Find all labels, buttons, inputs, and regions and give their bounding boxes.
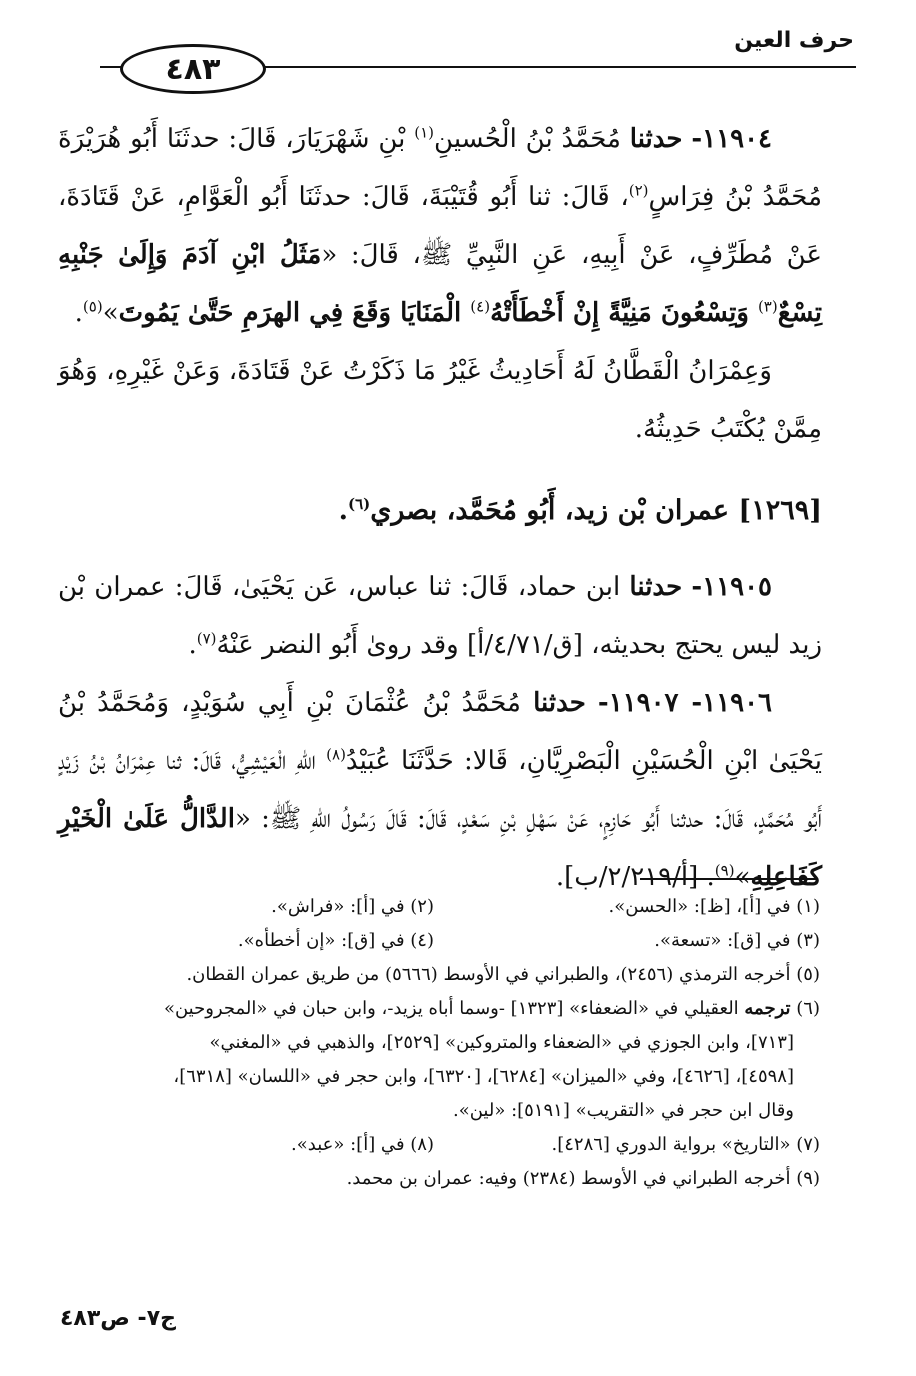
hadith-paragraph-11906-11907 <box>58 674 822 906</box>
footnote-keyword: ترجمه <box>744 998 791 1019</box>
text-span: . <box>74 298 83 328</box>
text-span: » <box>102 298 119 328</box>
hadith-text: وَتِسْعُونَ مَنِيَّةً إِنْ أَخْطَأَتْهُ <box>490 298 758 328</box>
footnote-9: (٩) أخرجه الطبراني في الأوسط (٢٣٨٤) وفيه: عمران بن محمد. <box>346 1168 820 1189</box>
footnote-5: (٥) أخرجه الترمذي (٢٤٥٦)، والطبراني في الأوسط (٥٦٦٦) من طريق عمران القطان. <box>186 964 820 985</box>
footnotes <box>48 890 820 1196</box>
footnote-ref-5[interactable]: (٥) <box>82 297 103 316</box>
footnote-ref-4[interactable]: (٤) <box>470 297 491 316</box>
narrator-entry-heading <box>58 482 822 540</box>
text-span: . <box>188 630 197 660</box>
footnote-ref-9[interactable]: (٩) <box>714 861 735 880</box>
narration-keyword: حدثنا <box>533 688 586 718</box>
hadith-text: الدَّالُّ عَلَىٰ الْخَيْرِ كَفَاعِلِهِ <box>58 804 822 892</box>
footnote-4: (٤) في [ق]: «إن أخطأه». <box>237 930 434 951</box>
footnote-6 <box>48 992 820 1026</box>
footnote-row <box>48 1128 820 1162</box>
text-span: مُحَمَّدُ بْنُ الْحُسينِ <box>434 124 630 154</box>
footnote-8: (٨) في [أ]: «عبد». <box>291 1134 434 1155</box>
hadith-text: مَثَلُ ابْنِ آدَمَ وَإِلَىٰ جَنْبِهِ تِسْعٌ <box>58 240 822 328</box>
chapter-title: حرف العين <box>734 28 854 53</box>
narration-keyword: حدثنا <box>629 124 683 154</box>
hadith-number: ١١٩٠٦- ١١٩٠٧- <box>597 688 772 718</box>
footnote-2: (٢) في [أ]: «فراش». <box>271 896 434 917</box>
hadith-number: ١١٩٠٤- <box>691 124 772 154</box>
text-span: بْنِ شَهْرَيَارَ، قَالَ: حدثَنَا أَبُو هُرَيْرَةَ مُحَمَّدُ بْنُ فِرَاسٍ <box>58 124 822 212</box>
text-span: . <box>338 495 348 526</box>
page-header <box>60 22 854 92</box>
volume-page-reference: ج٧- ص٤٨٣ <box>60 1306 176 1331</box>
footnote-1: (١) في [أ]، [ظ]: «الحسن». <box>608 896 820 917</box>
main-text <box>58 110 822 906</box>
page-number-badge: ٤٨٣ <box>120 44 266 94</box>
footnote-6-line: [٤٥٩٨]، [٤٦٢٦]، وفي «الميزان» [٦٢٨٤]، [٦٣٢٠]، وابن حجر في «اللسان» [٦٣١٨]، <box>173 1066 794 1087</box>
text-span: اللهِ الْعَيْشِيُّ، قَالَ: ثنا عِمْرَانُ بْنُ زَيْدٍ أَبُو مُحَمَّدٍ، قَالَ: حدثنا أَبُو حَازِمٍ، عَنْ سَهْلِ بْنِ سَعْدٍ، قَالَ: قَالَ رَسُولُ اللهِ ﷺ: « <box>58 746 822 834</box>
text-span: » <box>734 862 751 892</box>
footnote-number: (٦) <box>796 998 820 1019</box>
text-span: مُحَمَّدُ بْنُ عُثْمَانَ بْنِ أَبِي سُوَيْدٍ، وَمُحَمَّدُ بْنُ يَحْيَىٰ ابْنِ الْحُسَيْنِ الْبَصْرِيَّانِ، قَالا: حَدَّثَنَا عُبَيْدُ <box>58 688 822 776</box>
narration-keyword: حدثنا <box>629 572 683 602</box>
entry-title: [١٢٦٩] عمران بْن زيد، أَبُو مُحَمَّد، بصري <box>370 495 822 526</box>
hadith-number: ١١٩٠٥- <box>691 572 773 602</box>
text-span: ابن حماد، قَالَ: ثنا عباس، عَن يَحْيَىٰ، قَالَ: عمران بْن زيد ليس يحتج بحديثه، [ق/٤/٧١/أ] وقد روىٰ أَبُو النضر عَنْهُ <box>58 572 822 660</box>
footnote-ref-1[interactable]: (١) <box>414 123 435 142</box>
hadith-paragraph-11904 <box>58 110 822 342</box>
footnote-row <box>48 890 820 924</box>
footnote-ref-7[interactable]: (٧) <box>196 629 217 648</box>
footnote-ref-3[interactable]: (٣) <box>757 297 778 316</box>
hadith-text: الْمَنَايَا وَقَعَ فِي الهرَمِ حَتَّىٰ يَمُوتَ <box>118 298 471 328</box>
footnote-7: (٧) «التاريخ» برواية الدوري [٤٢٨٦]. <box>551 1134 820 1155</box>
footnote-6-line: وقال ابن حجر في «التقريب» [٥١٩١]: «لين». <box>452 1100 794 1121</box>
footnote-ref-2[interactable]: (٢) <box>628 181 649 200</box>
footnote-text: العقيلي في «الضعفاء» [١٣٢٣] -وسما أباه يزيد-، وابن حبان في «المجروحين» <box>163 998 745 1019</box>
footnote-ref-6[interactable]: (٦) <box>347 495 371 513</box>
hadith-paragraph-11905 <box>58 558 822 674</box>
footnote-6-line: [٧١٣]، وابن الجوزي في «الضعفاء والمتروكين» [٢٥٢٩]، والذهبي في «المغني» <box>209 1032 794 1053</box>
footnote-ref-8[interactable]: (٨) <box>326 745 346 764</box>
footnote-row <box>48 924 820 958</box>
narrator-note-paragraph: وَعِمْرَانُ الْقَطَّانُ لَهُ أَحَادِيثُ غَيْرُ مَا ذَكَرْتُ عَنْ قَتَادَةَ، وَعَنْ غَيْرِهِ، وَهُوَ مِمَّنْ يُكْتَبُ حَدِيثُهُ. <box>58 356 822 444</box>
footnote-separator <box>640 878 818 880</box>
text-span: . [أ/٢/٢١٩/ب]. <box>555 862 715 892</box>
footnote-3: (٣) في [ق]: «تسعة». <box>654 930 820 951</box>
text-span: ، قَالَ: ثنا أَبُو قُتَيْبَةَ، قَالَ: حدثَنَا أَبُو الْعَوَّامِ، عَنْ قَتَادَةَ، عَنْ مُطَرِّفٍ، عَنْ أَبِيهِ، عَنِ النَّبِيِّ ﷺ، قَالَ: « <box>58 182 822 270</box>
